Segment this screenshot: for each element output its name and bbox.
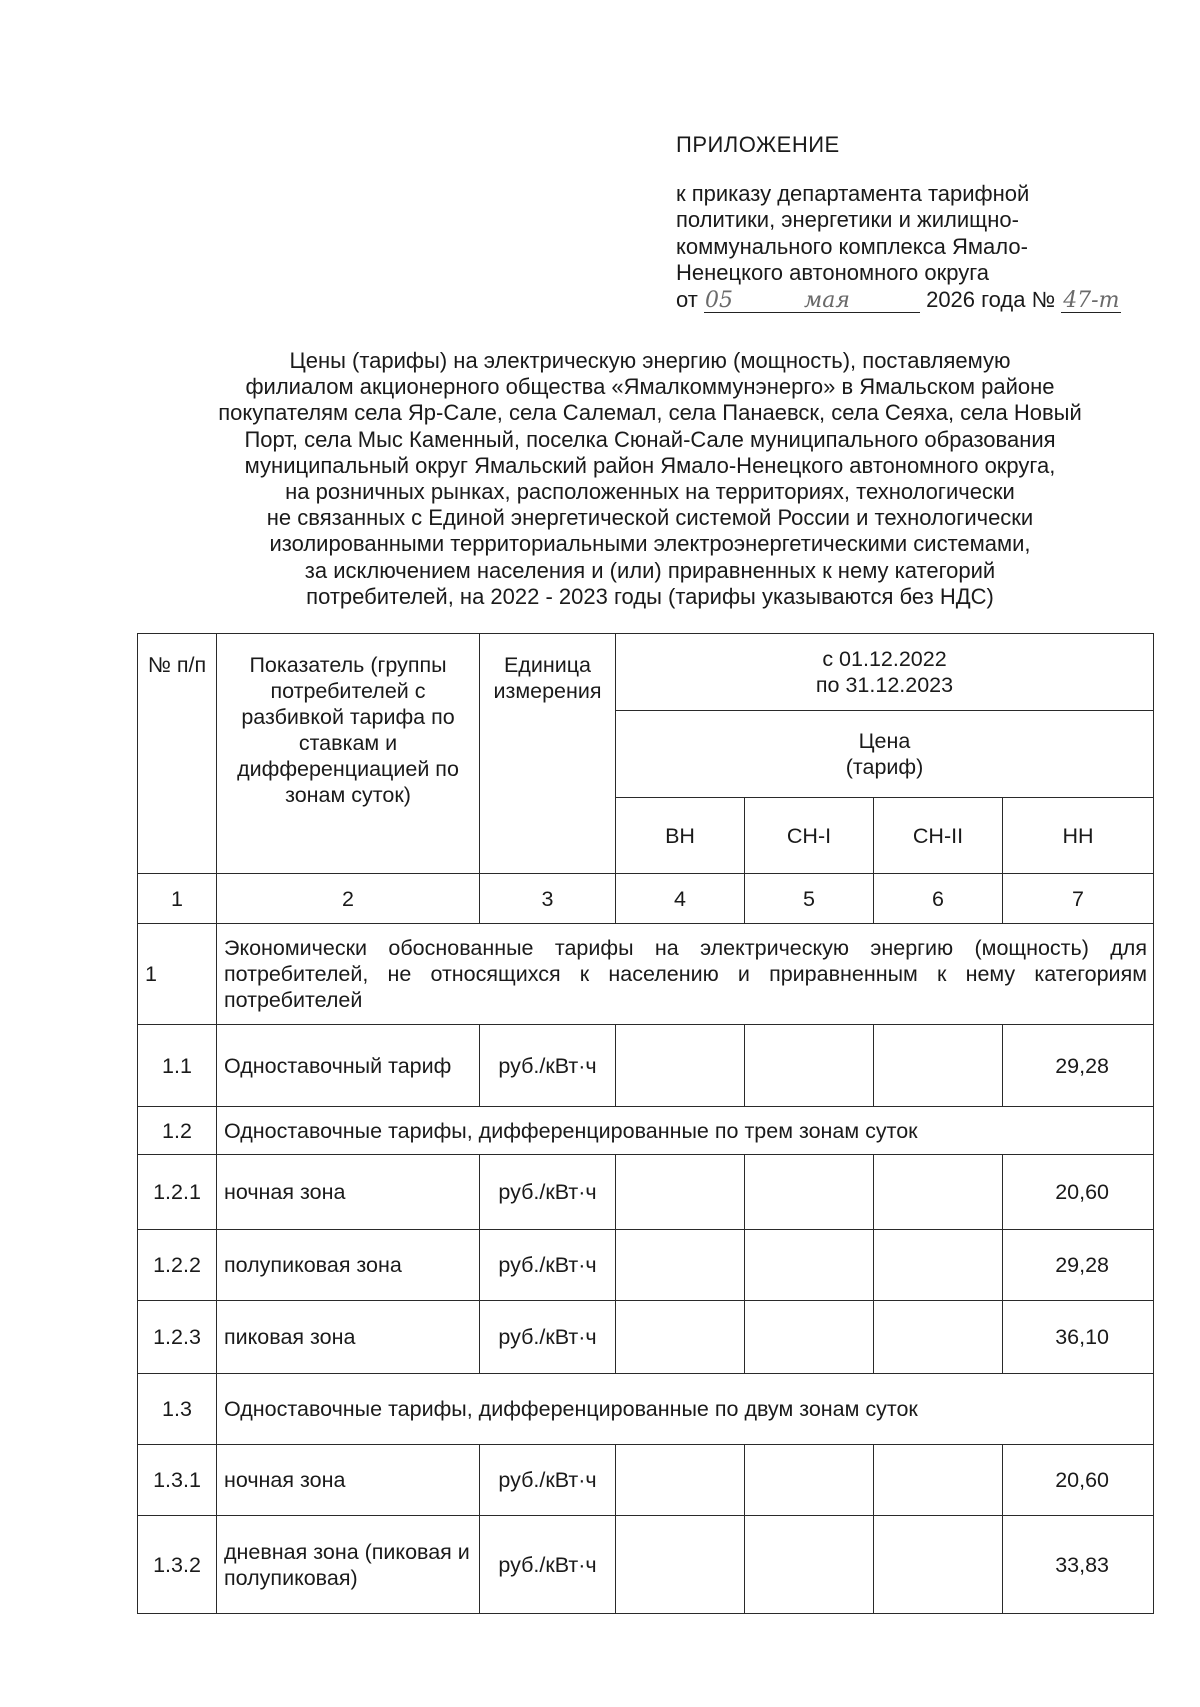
attachment-block <box>676 132 1156 313</box>
value-sn1 <box>745 1025 874 1107</box>
row-name: пиковая зона <box>217 1301 480 1374</box>
row-number: 1.2 <box>138 1107 217 1155</box>
value-sn2 <box>874 1301 1003 1374</box>
header-period <box>616 634 1154 711</box>
row-number: 1.3 <box>138 1374 217 1445</box>
order-date-line <box>676 287 1156 314</box>
column-number: 2 <box>217 874 480 924</box>
value-nn: 29,28 <box>1003 1230 1154 1301</box>
header-indicator: Показатель (группы потребителей с разбивкой тарифа по ставкам и дифференциацией по зонам суток) <box>217 634 480 874</box>
value-sn1 <box>745 1516 874 1614</box>
title-line: потребителей, на 2022 - 2023 годы (тарифы указываются без НДС) <box>306 583 994 609</box>
row-name: полупиковая зона <box>217 1230 480 1301</box>
row-number: 1.3.1 <box>138 1445 217 1516</box>
header-sn2: СН-II <box>874 798 1003 874</box>
row-name: дневная зона (пиковая и полупиковая) <box>217 1516 480 1614</box>
section-row <box>138 1107 1154 1155</box>
row-name: ночная зона <box>217 1445 480 1516</box>
row-unit: руб./кВт·ч <box>480 1155 616 1230</box>
column-number: 7 <box>1003 874 1154 924</box>
section-title: Экономически обоснованные тарифы на электрическую энергию (мощность) для потребителей, не относящихся к населению и приравненным к нему категориям потребителей <box>217 924 1154 1025</box>
value-vn <box>616 1155 745 1230</box>
value-sn2 <box>874 1230 1003 1301</box>
title-line: за исключением населения и (или) приравненных к нему категорий <box>304 557 996 583</box>
table-row <box>138 1230 1154 1301</box>
value-nn: 29,28 <box>1003 1025 1154 1107</box>
value-sn1 <box>745 1445 874 1516</box>
value-sn2 <box>874 1025 1003 1107</box>
header-price <box>616 711 1154 798</box>
table-row <box>138 1445 1154 1516</box>
header-nn: НН <box>1003 798 1154 874</box>
row-unit: руб./кВт·ч <box>480 1516 616 1614</box>
attachment-heading: ПРИЛОЖЕНИЕ <box>676 132 840 157</box>
header-vn: ВН <box>616 798 745 874</box>
attachment-line: к приказу департамента тарифной <box>676 180 1030 206</box>
row-unit: руб./кВт·ч <box>480 1301 616 1374</box>
column-numbers-row <box>138 874 1154 924</box>
row-unit: руб./кВт·ч <box>480 1445 616 1516</box>
table-row <box>138 1025 1154 1107</box>
price-sublabel: (тариф) <box>845 755 924 779</box>
section-row <box>138 924 1154 1025</box>
handwritten-order-number: 47-т <box>1063 287 1120 313</box>
column-number: 5 <box>745 874 874 924</box>
header-unit: Единица измерения <box>480 634 616 874</box>
attachment-line: Ненецкого автономного округа <box>676 260 990 285</box>
value-nn: 36,10 <box>1003 1301 1154 1374</box>
year-text: 2026 года № <box>926 286 1056 312</box>
row-number: 1.2.1 <box>138 1155 217 1230</box>
header-num: № п/п <box>138 634 217 874</box>
column-number: 4 <box>616 874 745 924</box>
value-sn2 <box>874 1155 1003 1230</box>
row-number: 1.2.3 <box>138 1301 217 1374</box>
table-row <box>138 1155 1154 1230</box>
value-nn: 20,60 <box>1003 1155 1154 1230</box>
row-name: Одноставочный тариф <box>217 1025 480 1107</box>
value-vn <box>616 1301 745 1374</box>
section-title: Одноставочные тарифы, дифференцированные по двум зонам суток <box>217 1374 1154 1445</box>
date-prefix: от <box>676 286 698 312</box>
document-title <box>140 348 1160 610</box>
row-unit: руб./кВт·ч <box>480 1025 616 1107</box>
row-number: 1.2.2 <box>138 1230 217 1301</box>
value-nn: 20,60 <box>1003 1445 1154 1516</box>
section-title: Одноставочные тарифы, дифференцированные по трем зонам суток <box>217 1107 1154 1155</box>
title-line: на розничных рынках, расположенных на территориях, технологически <box>285 479 1015 505</box>
tariffs-table-body <box>138 634 1154 1614</box>
row-name: ночная зона <box>217 1155 480 1230</box>
column-number: 3 <box>480 874 616 924</box>
title-line: покупателям села Яр-Сале, села Салемал, села Панаевск, села Сеяха, села Новый <box>218 400 1082 426</box>
value-nn: 33,83 <box>1003 1516 1154 1614</box>
row-number: 1 <box>138 924 217 1025</box>
tariffs-table <box>137 633 1154 1614</box>
attachment-line: коммунального комплекса Ямало- <box>676 233 1028 259</box>
value-vn <box>616 1230 745 1301</box>
period-from: с 01.12.2022 <box>822 647 947 671</box>
price-label: Цена <box>858 729 911 753</box>
row-number: 1.1 <box>138 1025 217 1107</box>
handwritten-month: мая <box>734 290 920 313</box>
column-number: 1 <box>138 874 217 924</box>
value-sn1 <box>745 1230 874 1301</box>
header-sn1: СН-I <box>745 798 874 874</box>
title-line: Цены (тарифы) на электрическую энергию (мощность), поставляемую <box>289 348 1011 373</box>
period-to: по 31.12.2023 <box>815 673 954 697</box>
row-unit: руб./кВт·ч <box>480 1230 616 1301</box>
value-sn2 <box>874 1516 1003 1614</box>
title-line: муниципальный округ Ямальский район Ямало-Ненецкого автономного округа, <box>244 452 1056 478</box>
title-line: Порт, села Мыс Каменный, поселка Сюнай-Сале муниципального образования <box>244 426 1056 452</box>
title-line: филиалом акционерного общества «Ямалкоммунэнерго» в Ямальском районе <box>245 374 1055 400</box>
table-row <box>138 1301 1154 1374</box>
value-sn1 <box>745 1301 874 1374</box>
value-sn2 <box>874 1445 1003 1516</box>
table-row <box>138 1516 1154 1614</box>
value-vn <box>616 1025 745 1107</box>
title-line: не связанных с Единой энергетической системой России и технологически <box>266 505 1034 531</box>
title-line: изолированными территориальными электроэнергетическими системами, <box>269 531 1031 557</box>
attachment-line: политики, энергетики и жилищно- <box>676 207 1019 232</box>
value-vn <box>616 1445 745 1516</box>
value-vn <box>616 1516 745 1614</box>
column-number: 6 <box>874 874 1003 924</box>
value-sn1 <box>745 1155 874 1230</box>
row-number: 1.3.2 <box>138 1516 217 1614</box>
handwritten-day: 05 <box>704 287 733 313</box>
section-row <box>138 1374 1154 1445</box>
